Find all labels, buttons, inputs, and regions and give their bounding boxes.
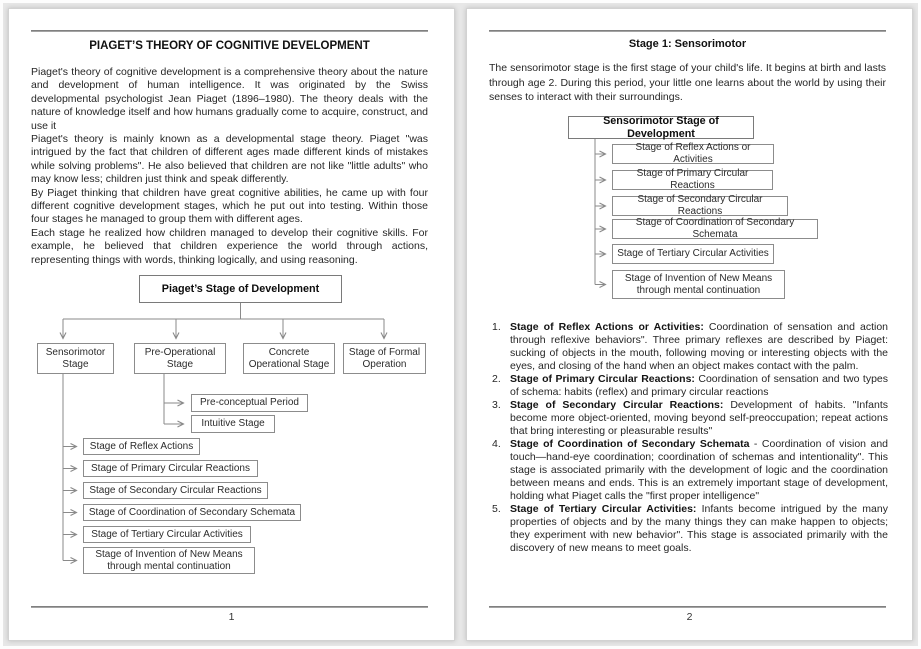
list-item [489, 399, 888, 438]
page2-number: 2 [686, 611, 693, 623]
list-item [489, 503, 888, 555]
list-item [489, 321, 888, 373]
list-item-lead: Stage of Tertiary Circular Activities: [510, 503, 697, 515]
list-item-lead: Stage of Secondary Circular Reactions: [510, 399, 724, 411]
list-number: 4. [492, 438, 501, 450]
paragraph: Piaget's theory is mainly known as a developmental stage theory. Piaget "was intrigued by the fact that children of different ages made different kinds of mistakes while solving problems". He also believed that children are not like "little adults" who may know less; children just think and speak differently. [31, 133, 428, 186]
diagram-box-reflex-actions: Stage of Reflex Actions [83, 438, 200, 455]
diagram-box-concrete-operational-stage: Concrete Operational Stage [243, 343, 335, 374]
page1-title: PIAGET’S THEORY OF COGNITIVE DEVELOPMENT [89, 40, 370, 52]
list-item [489, 438, 888, 503]
diagram-box-coordination-secondary-schemata: Stage of Coordination of Secondary Schemata [83, 504, 301, 521]
list-item-text: Coordination of sensation and two types of schema: habits (reflex) and primary circular reactions [510, 373, 888, 398]
header-rule [489, 30, 886, 32]
list-number: 1. [492, 321, 501, 333]
diagram-box-intuitive-stage: Intuitive Stage [191, 415, 275, 433]
diagram-box-root-piaget-stages: Piaget’s Stage of Development [139, 275, 342, 303]
list-item-text: Coordination of sensation and action through reflexive behaviors". Three primary reflexes are described by Piaget: sucking of objects in the mouth, following moving or interesting objects with the eyes, and closing of the hand when an object makes contact with the palm. [510, 321, 889, 372]
list-item [489, 373, 888, 399]
diagram-box-root-sensorimotor: Sensorimotor Stage of Development [568, 116, 754, 139]
diagram-box-coordination-secondary-schemata: Stage of Coordination of Secondary Schemata [612, 219, 818, 239]
diagram-box-secondary-circular-reactions: Stage of Secondary Circular Reactions [612, 196, 788, 216]
page-1 [8, 8, 455, 641]
diagram-box-sensorimotor-stage: Sensorimotor Stage [37, 343, 114, 374]
list-number: 2. [492, 373, 501, 385]
header-rule [31, 30, 428, 32]
page2-numbered-list [489, 321, 888, 555]
diagram-box-invention-new-means: Stage of Invention of New Means through mental continuation [83, 547, 255, 574]
footer-rule [31, 606, 428, 608]
diagram-box-tertiary-circular-activities: Stage of Tertiary Circular Activities [612, 244, 774, 264]
diagram-box-preoperational-stage: Pre-Operational Stage [134, 343, 226, 374]
diagram-box-primary-circular-reactions: Stage of Primary Circular Reactions [83, 460, 258, 477]
list-item-text: Infants become intrigued by the many properties of objects and by the many things they can make happen to objects; they experiment with new behavior". This stage is associated primarily with the discovery of new means to meet goals. [510, 503, 888, 554]
list-number: 5. [492, 503, 501, 515]
list-item-lead: Stage of Coordination of Secondary Schemata [510, 438, 750, 450]
page-2 [466, 8, 913, 641]
page1-number: 1 [228, 611, 235, 623]
diagram-box-invention-new-means: Stage of Invention of New Means through mental continuation [612, 270, 785, 299]
diagram-box-preconceptual-period: Pre-conceptual Period [191, 394, 308, 412]
paragraph: Piaget's theory of cognitive development is a comprehensive theory about the nature and development of human intelligence. It was originated by the Swiss developmental psychologist Jean Piaget (1896–1980). The theory deals with the nature of knowledge itself and how humans gradually come to acquire, construct, and use it [31, 66, 428, 132]
diagram-box-secondary-circular-reactions: Stage of Secondary Circular Reactions [83, 482, 268, 499]
diagram-box-formal-operation-stage: Stage of Formal Operation [343, 343, 426, 374]
diagram-box-tertiary-circular-activities: Stage of Tertiary Circular Activities [83, 526, 251, 543]
paragraph: The sensorimotor stage is the first stage of your child's life. It begins at birth and lasts through age 2. During this period, your little one learns about the world by using their senses to interact with their surroundings. [489, 62, 886, 104]
paragraph: By Piaget thinking that children have great cognitive abilities, he came up with four different cognitive development stages, which he put out into testing. Within those four stages he managed to group them with different ages. [31, 186, 428, 226]
paragraph: Each stage he realized how children managed to develop their cognitive skills. For example, he believed that children experience the world through actions, representing things with words, thinking logically, and using reasoning. [31, 226, 428, 266]
list-item-text: - Coordination of vision and touch—hand-eye coordination; coordination of schemas and intentionality". This stage is associated primarily with the development of logic and the coordination between means and ends. This is an extremely important stage of development, holding what Piaget calls the "first proper intelligence" [510, 438, 888, 502]
list-item-text: Development of habits. "Infants become more object-oriented, moving beyond self-preoccupation; repeat actions that bring interesting or pleasurable results" [510, 399, 888, 437]
page1-body [31, 66, 428, 267]
list-item-lead: Stage of Primary Circular Reactions: [510, 373, 695, 385]
footer-rule [489, 606, 886, 608]
diagram-box-reflex-actions-activities: Stage of Reflex Actions or Activities [612, 144, 774, 164]
page2-title: Stage 1: Sensorimotor [628, 38, 747, 50]
list-number: 3. [492, 399, 501, 411]
page2-intro [489, 61, 886, 105]
diagram-box-primary-circular-reactions: Stage of Primary Circular Reactions [612, 170, 773, 190]
list-item-lead: Stage of Reflex Actions or Activities: [510, 321, 704, 333]
